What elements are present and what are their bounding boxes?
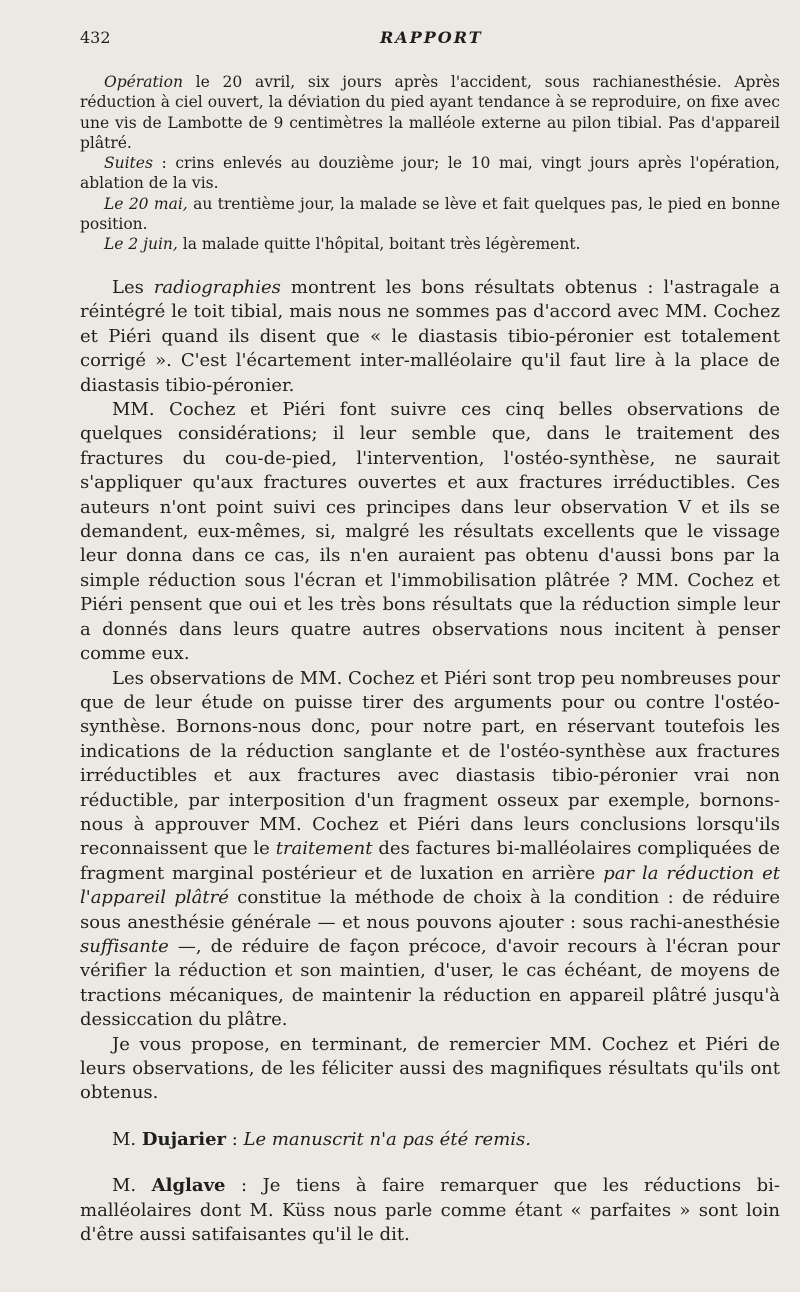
paragraph-considerations: MM. Cochez et Piéri font suivre ces cinq belles observations de quelques considérations; il leur semble que, dans le traitement des fractures du cou-de-pied, l'intervention, l'ostéo-synthèse, ne saurait s'appliquer qu'aux fractures ouvertes et aux fractures irréductibles. Ces auteurs n'ont point suivi ces principes dans leur observation V et ils se demandent, eux-mêmes, si, malgré les résultats excellents que le vissage leur donna dans ce cas, ils n'en auraient pas obtenu d'aussi bons par la simple réduction sous l'écran et l'immobilisation plâtrée ? MM. Cochez et Piéri pensent que oui et les très bons résultats que la réduction simple leur a donnés dans leurs quatre autres observations nous incitent à penser comme eux. (80, 399, 780, 665)
intervention-alglave (80, 1174, 780, 1247)
speaker-name: Dujarier (141, 1128, 227, 1150)
case-note-text: la malade quitte l'hôpital, boitant très légèrement. (177, 235, 581, 254)
case-notes (80, 72, 780, 255)
case-note-lead: Le 2 juin, (104, 235, 178, 254)
emphasis: traitement (275, 838, 373, 860)
intervention-text: Je tiens à faire remarquer que les réductions bi-malléolaires dont M. Küss nous parle comme étant « parfaites » sont loin d'être aussi satifaisantes qu'il le dit. (80, 1175, 781, 1246)
emphasis: par la réduction et l'appareil plâtré (80, 862, 780, 909)
case-note-operation (80, 72, 780, 153)
case-note-text: au trentième jour, la malade se lève et fait quelques pas, le pied en bonne position. (80, 194, 780, 234)
text-run: —, de réduire de façon précoce, d'avoir recours à l'écran pour vérifier la réduction et son maintien, d'user, le cas échéant, de moyens de tractions mécaniques, de maintenir la réduction en appareil plâtré jusqu'à dessiccation du plâtre. (80, 935, 780, 1031)
intervention-dujarier (80, 1128, 780, 1152)
text-run: constitue la méthode de choix à la condition : de réduire sous anesthésie générale — et nous pouvons ajouter : sous rachi-anesthésie (80, 887, 780, 933)
report-body (80, 276, 780, 1247)
page-number: 432 (80, 28, 111, 47)
case-note-june (80, 234, 780, 254)
emphasis: radiographies (153, 277, 281, 298)
case-note-lead: Suites (104, 154, 153, 173)
case-note-text: le 20 avril, six jours après l'accident, sous rachianesthésie. Après réduction à ciel ouvert, la déviation du pied ayant tendance à se reproduire, on fixe avec une vis de Lambotte de 9 centimètres la malléole externe au pilon tibial. Pas d'appareil plâtré. (80, 73, 780, 152)
case-note-may (80, 194, 780, 235)
emphasis: suffisante (80, 935, 169, 957)
separator: : (225, 1175, 263, 1197)
text-run: montrent les bons résultats obtenus : l'astragale a réintégré le toit tibial, mais nous ne sommes pas d'accord avec MM. Cochez et Piéri quand ils disent que « le diastasis tibio-péronier est totalement corrigé ». C'est l'écartement inter-malléolaire qu'il faut lire à la place de diastasis tibio-péronier. (80, 277, 780, 396)
case-note-lead: Opération (104, 73, 183, 91)
paragraph-radiographies (80, 276, 780, 398)
case-note-lead: Le 20 mai, (104, 194, 188, 213)
text-run: Les observations de MM. Cochez et Piéri sont trop peu nombreuses pour que de leur étude on puisse tirer des arguments pour ou contre l'ostéo-synthèse. Bornons-nous donc, pour notre part, en réservant toutefois les indications de la réduction sanglante et de l'ostéo-synthèse aux fractures irréductibles et aux fractures avec diastasis tibio-péronier vrai non réductible, par interposition d'un fragment osseux par exemple, bornons-nous à approuver MM. Cochez et Piéri dans leurs conclusions lorsqu'ils reconnaissent que le (80, 667, 780, 860)
speaker-name: Alglave (151, 1175, 226, 1197)
paragraph-closing: Je vous propose, en terminant, de remercier MM. Cochez et Piéri de leurs observations, de les féliciter aussi des magnifiques résultats qu'ils ont obtenus. (80, 1033, 780, 1104)
intervention-text: Le manuscrit n'a pas été remis. (243, 1128, 531, 1150)
text-run: des factures bi-malléolaires compliquées de fragment marginal postérieur et de luxation en arrière (80, 838, 780, 884)
speaker-title: M. (112, 1128, 142, 1150)
running-header (80, 28, 780, 52)
text-run: Les (112, 277, 154, 298)
case-note-text: : crins enlevés au douzième jour; le 10 mai, vingt jours après l'opération, ablation de la vis. (80, 154, 780, 193)
speaker-title: M. (112, 1175, 152, 1197)
separator: : (226, 1128, 244, 1150)
paragraph-conclusions (80, 667, 780, 1033)
case-note-suites (80, 153, 780, 194)
running-title: RAPPORT (380, 28, 483, 47)
spacer (80, 1106, 780, 1128)
spacer (80, 1152, 780, 1174)
